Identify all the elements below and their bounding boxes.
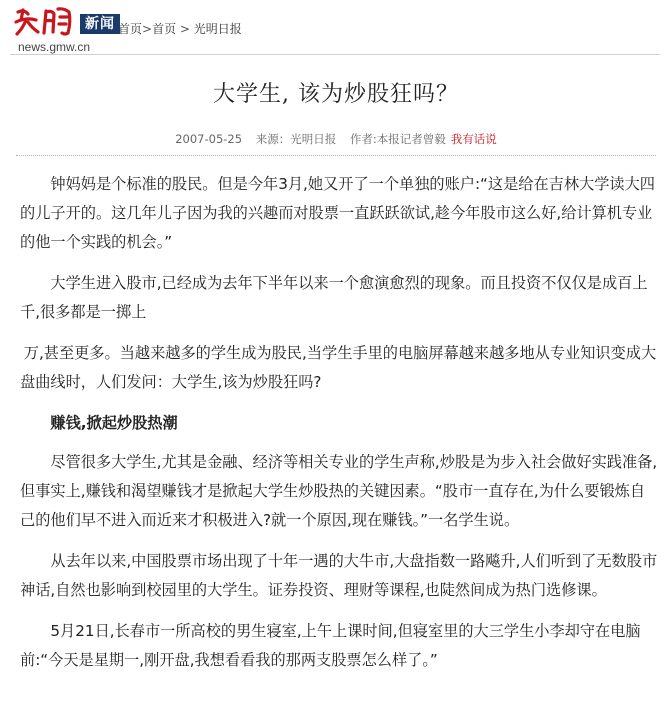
breadcrumb bbox=[118, 21, 242, 37]
paragraph: 万,甚至更多。当越来越多的学生成为股民,当学生手里的电脑屏幕越来越多地从专业知识变成大盘曲线时，人们发问：大学生,该为炒股狂吗? bbox=[20, 344, 657, 391]
article-title: 大学生, 该为炒股狂吗？ bbox=[213, 82, 459, 107]
breadcrumb-home-2[interactable]: 首页 bbox=[152, 22, 177, 36]
guangming-brush-logo bbox=[14, 6, 76, 38]
breadcrumb-separator: > bbox=[142, 22, 153, 36]
paragraph: 5月21日,长春市一所高校的男生寝室,上午上课时间,但寝室里的大三学生小李却守在电脑前:“今天是星期一,刚开盘,我想看看我的那两支股票怎么样了。” bbox=[20, 622, 641, 669]
comment-link[interactable]: 我有话说 bbox=[450, 132, 497, 146]
site-header bbox=[0, 0, 672, 55]
breadcrumb-separator: > bbox=[176, 22, 194, 36]
breadcrumb-guangming-daily[interactable]: 光明日报 bbox=[193, 22, 242, 36]
paragraph: 钟妈妈是个标准的股民。但是今年3月,她又开了一个单独的账户:“这是给在吉林大学读大四的儿子开的。这几年儿子因为我的兴趣而对股票一直跃跃欲试,趁今年股市这么好,给计算机专业的他一个实践的机会。” bbox=[20, 175, 655, 251]
article-body bbox=[20, 170, 660, 687]
breadcrumb-home[interactable]: 首页 bbox=[118, 22, 143, 36]
article-source: 来源：光明日报 bbox=[255, 132, 337, 146]
site-url: news.gmw.cn bbox=[18, 40, 91, 54]
news-badge: 新闻 bbox=[80, 14, 120, 34]
paragraph: 从去年以来,中国股票市场出现了十年一遇的大牛市,大盘指数一路飚升,人们听到了无数股市神话,自然也影响到校园里的大学生。证券投资、理财等课程,也陡然间成为热门选修课。 bbox=[20, 552, 658, 599]
article-meta bbox=[0, 131, 672, 147]
meta-divider bbox=[16, 155, 656, 156]
publish-date: 2007-05-25 bbox=[175, 132, 243, 146]
header-divider bbox=[10, 54, 660, 55]
section-heading: 赚钱,掀起炒股热潮 bbox=[50, 414, 178, 432]
paragraph: 大学生进入股市,已经成为去年下半年以来一个愈演愈烈的现象。而且投资不仅仅是成百上千,很多都是一掷上 bbox=[20, 274, 648, 321]
site-logo[interactable] bbox=[14, 6, 114, 52]
article-author: 作者:本报记者曾毅 bbox=[349, 132, 446, 146]
paragraph: 尽管很多大学生,尤其是金融、经济等相关专业的学生声称,炒股是为步入社会做好实践准备,但事实上,赚钱和渴望赚钱才是掀起大学生炒股热的关键因素。“股市一直存在,为什么要锻炼自己的他们早不进入而近来才积极进入?就一个原因,现在赚钱。”一名学生说。 bbox=[20, 453, 658, 529]
